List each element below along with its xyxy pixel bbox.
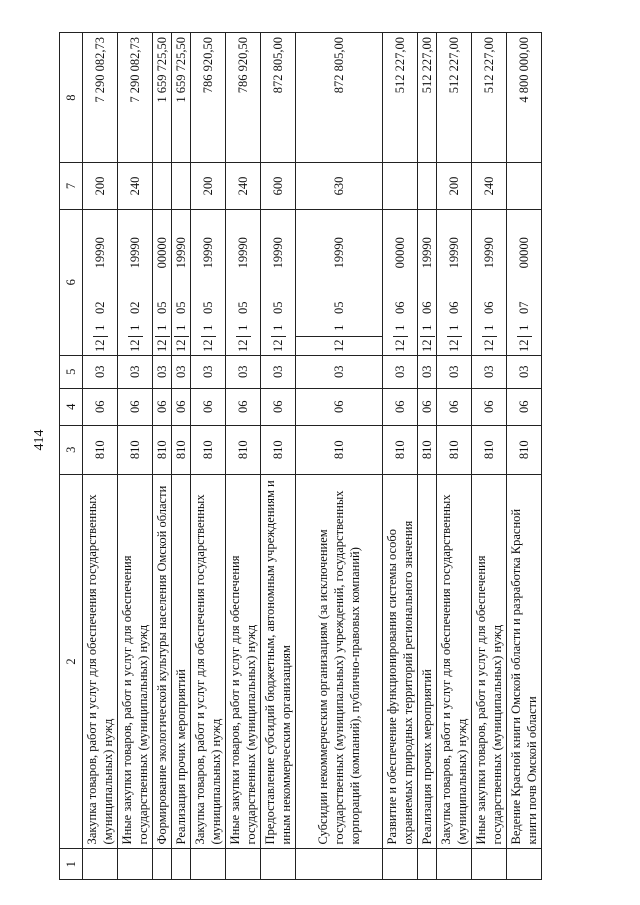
cell-grbs: 810 — [383, 425, 418, 474]
cell-event: 05 — [331, 301, 346, 315]
cell-amount: 872 805,00 — [261, 33, 296, 163]
cell-name: Предоставление субсидий бюджетным, автономным учреждениям и иным некоммерческим организациям — [261, 474, 296, 849]
cell-pr: 03 — [153, 355, 172, 388]
cell-col-1 — [437, 849, 472, 880]
cell-pr: 03 — [296, 355, 383, 388]
cell-target-article — [296, 209, 383, 355]
cell-target-article — [418, 209, 437, 355]
cell-subprogram: 1 — [270, 324, 285, 331]
cell-expense-type — [507, 163, 542, 209]
cell-subprogram: 1 — [154, 324, 169, 331]
table-row — [191, 33, 226, 880]
table-row — [296, 33, 383, 880]
table-row — [261, 33, 296, 880]
cell-target-article — [261, 209, 296, 355]
cell-col-1 — [472, 849, 507, 880]
cell-pr: 03 — [172, 355, 191, 388]
cell-pr: 03 — [118, 355, 153, 388]
cell-pr: 03 — [437, 355, 472, 388]
cell-name: Иные закупки товаров, работ и услуг для обеспечения государственных (муниципальных) нужд — [472, 474, 507, 849]
table-row — [226, 33, 261, 880]
cell-target-article — [172, 209, 191, 355]
cell-col-1 — [191, 849, 226, 880]
cell-event: 05 — [173, 301, 188, 315]
cell-pr: 03 — [261, 355, 296, 388]
cell-amount: 872 805,00 — [296, 33, 383, 163]
table-row — [153, 33, 172, 880]
cell-name: Закупка товаров, работ и услуг для обеспечения государственных (муниципальных) нужд — [437, 474, 472, 849]
cell-direction-code: 19990 — [446, 237, 461, 269]
cell-direction-code: 19990 — [200, 237, 215, 269]
cell-program: 12 — [420, 336, 435, 355]
cell-name: Иные закупки товаров, работ и услуг для обеспечения государственных (муниципальных) нужд — [118, 474, 153, 849]
cell-name: Реализация прочих мероприятий — [172, 474, 191, 849]
cell-direction-code: 00000 — [154, 237, 169, 269]
cell-pr: 03 — [472, 355, 507, 388]
cell-subprogram: 1 — [235, 324, 250, 331]
cell-event: 05 — [270, 301, 285, 315]
table-row — [418, 33, 437, 880]
cell-expense-type: 240 — [472, 163, 507, 209]
cell-amount: 512 227,00 — [437, 33, 472, 163]
cell-amount: 7 290 082,73 — [83, 33, 118, 163]
cell-pr: 03 — [226, 355, 261, 388]
cell-event: 07 — [516, 301, 531, 315]
table-row — [507, 33, 542, 880]
cell-subprogram: 1 — [127, 324, 142, 331]
cell-rz: 06 — [226, 388, 261, 425]
cell-subprogram: 1 — [331, 324, 346, 331]
table-row — [118, 33, 153, 880]
header-col-1: 1 — [60, 849, 83, 880]
cell-rz: 06 — [83, 388, 118, 425]
cell-rz: 06 — [172, 388, 191, 425]
cell-name: Закупка товаров, работ и услуг для обеспечения государственных (муниципальных) нужд — [83, 474, 118, 849]
cell-name: Ведение Красной книги Омской области и разработка Красной книги почв Омской области — [507, 474, 542, 849]
cell-name: Формирование экологической культуры населения Омской области — [153, 474, 172, 849]
cell-direction-code: 19990 — [173, 237, 188, 269]
cell-name: Субсидии некоммерческим организациям (за исключением государственных (муниципальных) учреждений, государственных корпораций (компаний), публично-правовых компаний) — [296, 474, 383, 849]
cell-event: 06 — [419, 301, 434, 315]
cell-name: Развитие и обеспечение функционирования системы особо охраняемых природных территорий регионального значения — [383, 474, 418, 849]
cell-target-article — [507, 209, 542, 355]
cell-grbs: 810 — [507, 425, 542, 474]
cell-program: 12 — [296, 336, 382, 355]
cell-direction-code: 19990 — [127, 237, 142, 269]
cell-program: 12 — [482, 336, 497, 355]
cell-target-article — [83, 209, 118, 355]
cell-col-1 — [118, 849, 153, 880]
cell-col-1 — [296, 849, 383, 880]
cell-col-1 — [383, 849, 418, 880]
cell-program: 12 — [236, 336, 251, 355]
cell-target-article — [191, 209, 226, 355]
cell-amount: 4 800 000,00 — [507, 33, 542, 163]
cell-expense-type: 240 — [226, 163, 261, 209]
cell-event: 06 — [392, 301, 407, 315]
table-row — [472, 33, 507, 880]
cell-direction-code: 00000 — [516, 237, 531, 269]
cell-program: 12 — [393, 336, 408, 355]
cell-grbs: 810 — [226, 425, 261, 474]
header-col-3: 3 — [60, 425, 83, 474]
cell-name: Иные закупки товаров, работ и услуг для обеспечения государственных (муниципальных) нужд — [226, 474, 261, 849]
cell-program: 12 — [174, 336, 189, 355]
cell-grbs: 810 — [153, 425, 172, 474]
rotated-table-container — [59, 32, 613, 880]
cell-expense-type — [418, 163, 437, 209]
cell-rz: 06 — [261, 388, 296, 425]
cell-amount: 1 659 725,50 — [172, 33, 191, 163]
cell-amount: 512 227,00 — [418, 33, 437, 163]
cell-col-1 — [172, 849, 191, 880]
cell-subprogram: 1 — [392, 324, 407, 331]
cell-rz: 06 — [437, 388, 472, 425]
cell-direction-code: 19990 — [481, 237, 496, 269]
cell-event: 05 — [154, 301, 169, 315]
cell-amount: 7 290 082,73 — [118, 33, 153, 163]
cell-subprogram: 1 — [92, 324, 107, 331]
cell-subprogram: 1 — [200, 324, 215, 331]
cell-col-1 — [418, 849, 437, 880]
cell-subprogram: 1 — [419, 324, 434, 331]
cell-expense-type: 600 — [261, 163, 296, 209]
cell-subprogram: 1 — [516, 324, 531, 331]
header-col-7: 7 — [60, 163, 83, 209]
cell-expense-type: 200 — [191, 163, 226, 209]
cell-grbs: 810 — [191, 425, 226, 474]
cell-rz: 06 — [191, 388, 226, 425]
cell-expense-type: 200 — [83, 163, 118, 209]
cell-grbs: 810 — [83, 425, 118, 474]
page-number: 414 — [32, 429, 47, 451]
cell-target-article — [472, 209, 507, 355]
cell-program: 12 — [128, 336, 143, 355]
cell-program: 12 — [517, 336, 532, 355]
cell-expense-type — [383, 163, 418, 209]
header-row — [60, 33, 83, 880]
cell-target-article — [153, 209, 172, 355]
cell-amount: 786 920,50 — [191, 33, 226, 163]
budget-table — [59, 32, 542, 880]
cell-amount: 512 227,00 — [383, 33, 418, 163]
cell-event: 05 — [200, 301, 215, 315]
cell-program: 12 — [447, 336, 462, 355]
cell-grbs: 810 — [118, 425, 153, 474]
cell-name: Закупка товаров, работ и услуг для обеспечения государственных (муниципальных) нужд — [191, 474, 226, 849]
cell-name: Реализация прочих мероприятий — [418, 474, 437, 849]
cell-rz: 06 — [472, 388, 507, 425]
cell-grbs: 810 — [437, 425, 472, 474]
cell-target-article — [226, 209, 261, 355]
cell-rz: 06 — [418, 388, 437, 425]
cell-target-article — [437, 209, 472, 355]
cell-rz: 06 — [383, 388, 418, 425]
cell-expense-type — [153, 163, 172, 209]
cell-pr: 03 — [383, 355, 418, 388]
cell-event: 02 — [127, 301, 142, 315]
cell-event: 06 — [481, 301, 496, 315]
cell-grbs: 810 — [472, 425, 507, 474]
cell-program: 12 — [271, 336, 286, 355]
cell-expense-type: 240 — [118, 163, 153, 209]
cell-subprogram: 1 — [481, 324, 496, 331]
cell-direction-code: 19990 — [270, 237, 285, 269]
cell-col-1 — [83, 849, 118, 880]
header-col-2: 2 — [60, 474, 83, 849]
cell-program: 12 — [201, 336, 216, 355]
cell-expense-type: 630 — [296, 163, 383, 209]
cell-direction-code: 00000 — [392, 237, 407, 269]
cell-grbs: 810 — [172, 425, 191, 474]
cell-rz: 06 — [296, 388, 383, 425]
header-col-6: 6 — [60, 209, 83, 355]
cell-target-article — [383, 209, 418, 355]
cell-program: 12 — [155, 336, 170, 355]
cell-subprogram: 1 — [446, 324, 461, 331]
cell-target-article — [118, 209, 153, 355]
cell-rz: 06 — [153, 388, 172, 425]
cell-col-1 — [153, 849, 172, 880]
table-row — [83, 33, 118, 880]
cell-program: 12 — [93, 336, 108, 355]
cell-pr: 03 — [507, 355, 542, 388]
cell-direction-code: 19990 — [331, 237, 346, 269]
cell-col-1 — [261, 849, 296, 880]
cell-grbs: 810 — [418, 425, 437, 474]
cell-col-1 — [226, 849, 261, 880]
cell-pr: 03 — [418, 355, 437, 388]
cell-grbs: 810 — [261, 425, 296, 474]
cell-direction-code: 19990 — [92, 237, 107, 269]
cell-subprogram: 1 — [173, 324, 188, 331]
header-col-5: 5 — [60, 355, 83, 388]
cell-pr: 03 — [191, 355, 226, 388]
header-col-8: 8 — [60, 33, 83, 163]
cell-amount: 1 659 725,50 — [153, 33, 172, 163]
cell-direction-code: 19990 — [235, 237, 250, 269]
cell-col-1 — [507, 849, 542, 880]
cell-expense-type — [172, 163, 191, 209]
cell-expense-type: 200 — [437, 163, 472, 209]
table-row — [383, 33, 418, 880]
table-row — [437, 33, 472, 880]
cell-event: 05 — [235, 301, 250, 315]
table-row — [172, 33, 191, 880]
cell-rz: 06 — [118, 388, 153, 425]
cell-event: 02 — [92, 301, 107, 315]
cell-rz: 06 — [507, 388, 542, 425]
cell-grbs: 810 — [296, 425, 383, 474]
cell-amount: 512 227,00 — [472, 33, 507, 163]
cell-amount: 786 920,50 — [226, 33, 261, 163]
header-col-4: 4 — [60, 388, 83, 425]
cell-direction-code: 19990 — [419, 237, 434, 269]
cell-pr: 03 — [83, 355, 118, 388]
cell-event: 06 — [446, 301, 461, 315]
